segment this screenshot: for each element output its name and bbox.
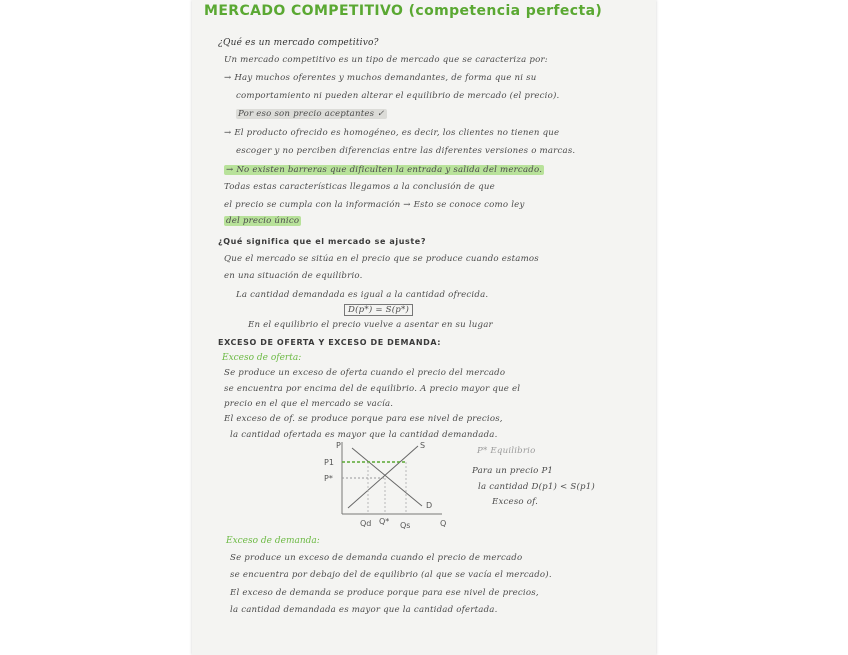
text-line: la cantidad ofertada es mayor que la cantidad demandada.	[230, 430, 498, 440]
demand-curve	[352, 448, 422, 506]
text-line: El exceso de of. se produce porque para ese nivel de precios,	[224, 414, 503, 424]
text-line: se encuentra por debajo del de equilibrio (al que se vacía el mercado).	[230, 570, 552, 580]
subheading: Exceso de oferta:	[222, 353, 302, 363]
text-line: → El producto ofrecido es homogéneo, es decir, los clientes no tienen que	[224, 128, 560, 138]
pstar-label: P*	[324, 474, 333, 483]
graph-note: la cantidad D(p1) < S(p1)	[478, 482, 595, 492]
text-line: En el equilibrio el precio vuelve a asentar en su lugar	[248, 320, 493, 330]
text-line: Todas estas características llegamos a la conclusión de que	[224, 182, 495, 192]
p1-label: P1	[324, 458, 334, 467]
qs-label: Qs	[400, 521, 411, 530]
text-line: Se produce un exceso de demanda cuando el precio de mercado	[230, 553, 523, 563]
text-line: La cantidad demandada es igual a la cantidad ofrecida.	[236, 290, 489, 300]
question-heading: ¿Qué es un mercado competitivo?	[218, 38, 379, 48]
question-heading: ¿Qué significa que el mercado se ajuste?	[218, 237, 427, 246]
text-line: comportamiento ni pueden alterar el equilibrio de mercado (el precio).	[236, 91, 560, 101]
qd-label: Qd	[360, 519, 372, 528]
text-line: Por eso son precio aceptantes ✓	[238, 109, 385, 119]
graph-note: P* Equilibrio	[477, 446, 536, 456]
text-line: el precio se cumpla con la información → Esto se conoce como ley	[224, 200, 525, 210]
text-line: → Hay muchos oferentes y muchos demandantes, de forma que ni su	[224, 73, 537, 83]
text-line: en una situación de equilibrio.	[224, 271, 363, 281]
graph-note: Para un precio P1	[472, 466, 554, 476]
p-axis-label: P	[336, 441, 341, 450]
d-label: D	[426, 501, 433, 510]
s-label: S	[420, 441, 426, 450]
supply-demand-graph	[322, 438, 452, 530]
text-line: Se produce un exceso de oferta cuando el precio del mercado	[224, 368, 506, 378]
qstar-label: Q*	[379, 517, 390, 526]
text-line: → No existen barreras que dificulten la entrada y salida del mercado.	[226, 165, 543, 175]
page-title: MERCADO COMPETITIVO (competencia perfecta)	[204, 3, 603, 19]
notebook-page	[192, 0, 656, 655]
text-line: precio en el que el mercado se vacía.	[224, 399, 394, 409]
section-heading: EXCESO DE OFERTA Y EXCESO DE DEMANDA:	[218, 338, 442, 347]
graph-note: Exceso of.	[492, 497, 539, 507]
q-axis-label: Q	[440, 519, 447, 528]
subheading: Exceso de demanda:	[226, 536, 320, 546]
text-line: El exceso de demanda se produce porque para ese nivel de precios,	[230, 588, 539, 598]
text-line: del precio único	[226, 216, 300, 226]
equation: D(p*) = S(p*)	[344, 305, 413, 315]
supply-curve	[348, 446, 418, 508]
text-line: Un mercado competitivo es un tipo de mercado que se caracteriza por:	[224, 55, 548, 65]
text-line: escoger y no perciben diferencias entre las diferentes versiones o marcas.	[236, 146, 576, 156]
text-line: la cantidad demandada es mayor que la cantidad ofertada.	[230, 605, 498, 615]
text-line: Que el mercado se sitúa en el precio que se produce cuando estamos	[224, 254, 539, 264]
text-line: se encuentra por encima del de equilibrio. A precio mayor que el	[224, 384, 521, 394]
